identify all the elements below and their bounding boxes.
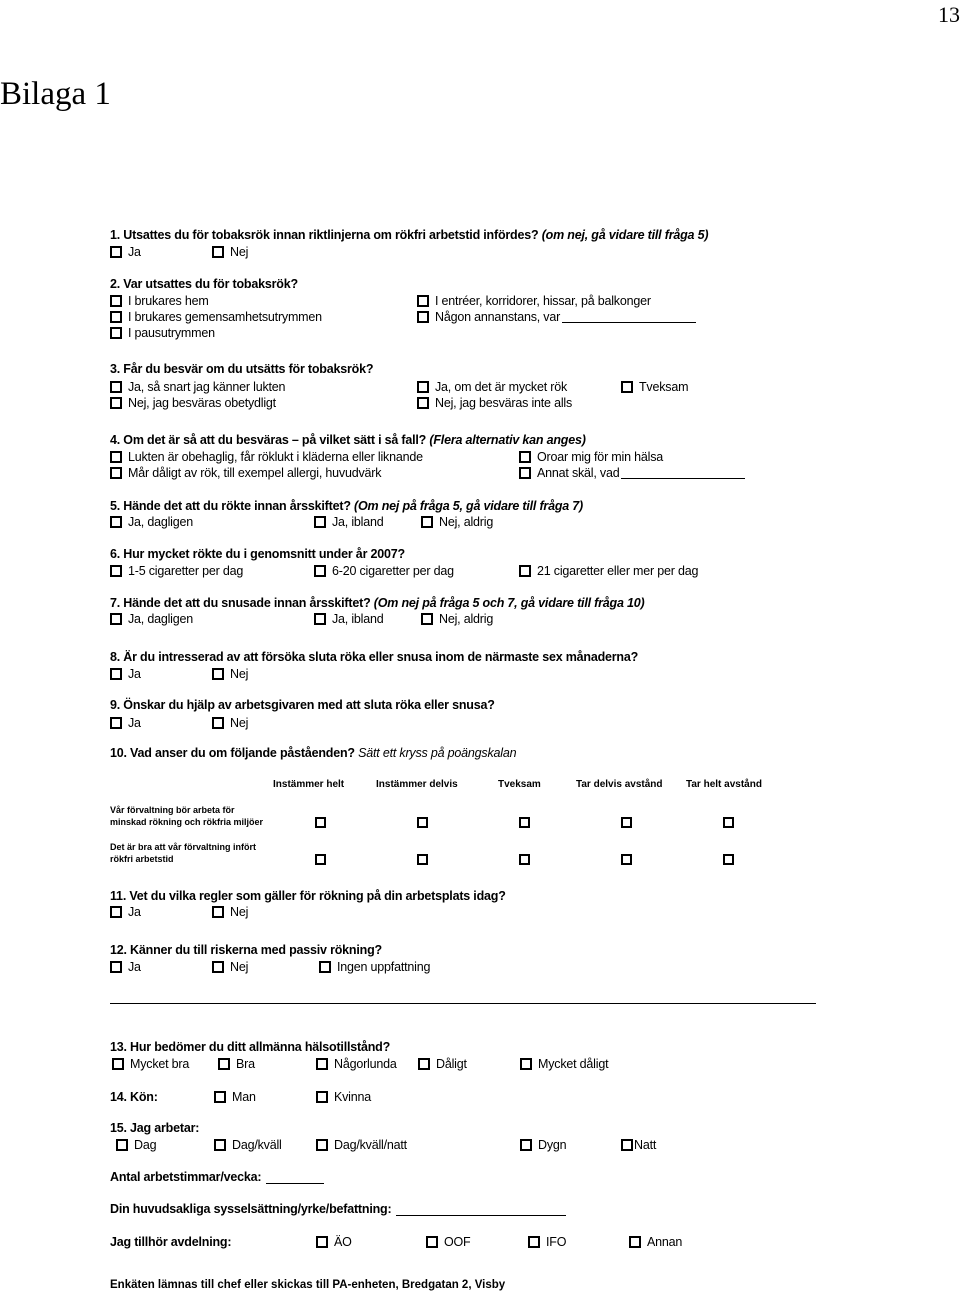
option-label: Mycket bra (130, 1057, 190, 1071)
checkbox-icon[interactable] (218, 1058, 230, 1070)
option-label: Dåligt (436, 1057, 467, 1071)
divider (110, 1003, 816, 1004)
write-in-line[interactable] (621, 467, 745, 479)
s1-checkbox-3[interactable] (519, 817, 530, 828)
option-label: Ja, dagligen (128, 612, 194, 626)
question-note: Sätt ett kryss på poängskalan (358, 746, 517, 760)
checkbox-icon[interactable] (520, 1058, 532, 1070)
checkbox-icon[interactable] (316, 1058, 328, 1070)
department-field (110, 1235, 231, 1249)
checkbox-icon[interactable] (110, 311, 122, 323)
q6-option-2[interactable] (314, 564, 454, 578)
question-note: (Om nej på fråga 5 och 7, gå vidare till fråga 10) (373, 596, 645, 610)
option-label: 21 cigaretter eller mer per dag (537, 564, 699, 578)
q2-option-4[interactable] (417, 294, 651, 308)
question-text: 11. Vet du vilka regler som gäller för rökning på din arbetsplats idag? (110, 889, 506, 903)
s2-checkbox-5[interactable] (723, 854, 734, 865)
q1-option-nej[interactable] (212, 245, 248, 259)
checkbox-icon[interactable] (417, 381, 429, 393)
q9-option-nej[interactable] (212, 716, 248, 730)
department-option-ifo[interactable] (528, 1235, 566, 1249)
checkbox-icon[interactable] (110, 516, 122, 528)
option-label: Annan (647, 1235, 683, 1249)
option-label: Nej, aldrig (439, 515, 494, 529)
question-4 (110, 433, 586, 447)
option-label: Natt (634, 1138, 657, 1152)
s2-checkbox-4[interactable] (621, 854, 632, 865)
q13-option-1[interactable] (112, 1057, 189, 1071)
checkbox-icon[interactable] (110, 717, 122, 729)
occupation-input-line[interactable] (396, 1204, 566, 1216)
option-label: Mycket dåligt (538, 1057, 609, 1071)
checkbox-icon[interactable] (110, 613, 122, 625)
statement-line: Det är bra att vår förvaltning infört (110, 842, 257, 852)
checkbox-icon[interactable] (110, 246, 122, 258)
q13-option-3[interactable] (316, 1057, 397, 1071)
hours-field (110, 1170, 324, 1184)
checkbox-icon[interactable] (528, 1236, 540, 1248)
question-text: 10. Vad anser du om följande påståenden? (110, 746, 355, 760)
q4-option-2[interactable] (110, 466, 381, 480)
q3-option-4[interactable] (417, 396, 572, 410)
option-label: Ja, dagligen (128, 515, 194, 529)
question-5 (110, 499, 583, 513)
q2-option-5[interactable] (417, 310, 696, 324)
option-label: Ja, så snart jag känner lukten (128, 380, 286, 394)
q2-option-2[interactable] (110, 310, 322, 324)
q7-option-1[interactable] (110, 612, 193, 626)
checkbox-icon[interactable] (314, 565, 326, 577)
option-label: I brukares hem (128, 294, 209, 308)
checkbox-icon[interactable] (421, 516, 433, 528)
option-label: Man (232, 1090, 256, 1104)
checkbox-icon[interactable] (314, 613, 326, 625)
option-label: Nej, jag besväras obetydligt (128, 396, 276, 410)
page-heading: Bilaga 1 (0, 76, 111, 112)
question-2 (110, 277, 298, 291)
checkbox-icon[interactable] (110, 327, 122, 339)
s1-checkbox-5[interactable] (723, 817, 734, 828)
statement-2 (110, 841, 256, 865)
question-text: 13. Hur bedömer du ditt allmänna hälsotillstånd? (110, 1040, 391, 1054)
checkbox-icon[interactable] (629, 1236, 641, 1248)
q3-option-5[interactable] (621, 380, 688, 394)
checkbox-icon[interactable] (110, 467, 122, 479)
footer-note: Enkäten lämnas till chef eller skickas till PA-enheten, Bredgatan 2, Visby (110, 1279, 506, 1291)
option-label: Dag/kväll/natt (334, 1138, 407, 1152)
q3-option-3[interactable] (417, 380, 567, 394)
q2-option-1[interactable] (110, 294, 209, 308)
option-label: Nej (230, 245, 249, 259)
question-text: 9. Önskar du hjälp av arbetsgivaren med att sluta röka eller snusa? (110, 698, 495, 712)
option-label: Ja (128, 667, 141, 681)
option-label: Nej, aldrig (439, 612, 494, 626)
q14-option-kvinna[interactable] (316, 1090, 371, 1104)
q5-option-3[interactable] (421, 515, 493, 529)
q13-option-2[interactable] (218, 1057, 255, 1071)
q3-option-1[interactable] (110, 380, 285, 394)
checkbox-icon[interactable] (316, 1236, 328, 1248)
option-label: Ja (128, 716, 141, 730)
question-text: 15. Jag arbetar: (110, 1121, 200, 1135)
hours-input-line[interactable] (266, 1172, 324, 1184)
scale-header-1: Instämmer helt (273, 779, 345, 790)
checkbox-icon[interactable] (110, 295, 122, 307)
q7-option-2[interactable] (314, 612, 384, 626)
question-text: 4. Om det är så att du besväras – på vilket sätt i så fall? (110, 433, 427, 447)
checkbox-icon[interactable] (621, 1139, 633, 1151)
checkbox-icon[interactable] (417, 397, 429, 409)
question-text: 2. Var utsattes du för tobaksrök? (110, 277, 298, 291)
checkbox-icon[interactable] (214, 1091, 226, 1103)
option-label: Ja (128, 905, 141, 919)
option-label: 1-5 cigaretter per dag (128, 564, 244, 578)
checkbox-icon[interactable] (316, 1091, 328, 1103)
option-label: I brukares gemensamhetsutrymmen (128, 310, 322, 324)
checkbox-icon[interactable] (520, 1139, 532, 1151)
question-13 (110, 1040, 390, 1054)
question-note: (Om nej på fråga 5, gå vidare till fråga 7) (354, 499, 584, 513)
option-label: Nej (230, 960, 249, 974)
statement-line: minskad rökning och rökfria miljöer (110, 817, 264, 827)
checkbox-icon[interactable] (116, 1139, 128, 1151)
option-label: Ja (128, 960, 141, 974)
q6-option-1[interactable] (110, 564, 243, 578)
question-11 (110, 889, 506, 903)
question-12 (110, 943, 382, 957)
field-label: Din huvudsakliga sysselsättning/yrke/befattning: (110, 1202, 392, 1216)
checkbox-icon[interactable] (621, 381, 633, 393)
checkbox-icon[interactable] (112, 1058, 124, 1070)
page-number: 13 (938, 2, 960, 27)
write-in-line[interactable] (562, 311, 696, 323)
question-7 (110, 596, 644, 610)
option-label: Oroar mig för min hälsa (537, 450, 663, 464)
s2-checkbox-2[interactable] (417, 854, 428, 865)
question-text: 12. Känner du till riskerna med passiv rökning? (110, 943, 382, 957)
q3-option-2[interactable] (110, 396, 276, 410)
option-label: Lukten är obehaglig, får röklukt i kläderna eller liknande (128, 450, 423, 464)
checkbox-icon[interactable] (519, 565, 531, 577)
option-label: Ja (128, 245, 141, 259)
q4-option-1[interactable] (110, 450, 423, 464)
q8-option-ja[interactable] (110, 667, 141, 681)
question-9 (110, 698, 495, 712)
question-text: 3. Får du besvär om du utsätts för tobaksrök? (110, 362, 374, 376)
question-15 (110, 1121, 199, 1135)
option-label: Nej (230, 667, 249, 681)
option-label: Bra (236, 1057, 255, 1071)
field-label: Antal arbetstimmar/vecka: (110, 1170, 262, 1184)
s2-checkbox-3[interactable] (519, 854, 530, 865)
q15-option-2[interactable] (214, 1138, 282, 1152)
checkbox-icon[interactable] (212, 246, 224, 258)
option-label: Nej, jag besväras inte alls (435, 396, 573, 410)
checkbox-icon[interactable] (110, 381, 122, 393)
checkbox-icon[interactable] (110, 961, 122, 973)
q4-option-4[interactable] (519, 466, 745, 480)
question-8 (110, 650, 638, 664)
option-label: Nej (230, 905, 249, 919)
option-label: IFO (546, 1235, 567, 1249)
option-label: Ja, ibland (332, 515, 384, 529)
question-1 (110, 228, 708, 242)
checkbox-icon[interactable] (519, 467, 531, 479)
q11-option-nej[interactable] (212, 905, 248, 919)
question-10 (110, 746, 516, 760)
question-text: 8. Är du intresserad av att försöka sluta röka eller snusa inom de närmaste sex månaderna? (110, 650, 639, 664)
q14-option-man[interactable] (214, 1090, 256, 1104)
q12-option-ja[interactable] (110, 960, 141, 974)
department-option-oof[interactable] (426, 1235, 470, 1249)
checkbox-icon[interactable] (314, 516, 326, 528)
option-label: Någon annanstans, var (435, 310, 561, 324)
s1-checkbox-2[interactable] (417, 817, 428, 828)
option-label: Nej (230, 716, 249, 730)
question-note: (Flera alternativ kan anges) (429, 433, 586, 447)
checkbox-icon[interactable] (418, 1058, 430, 1070)
occupation-field (110, 1202, 566, 1216)
field-label: Jag tillhör avdelning: (110, 1235, 232, 1249)
q13-option-5[interactable] (520, 1057, 608, 1071)
q15-option-3[interactable] (316, 1138, 407, 1152)
checkbox-icon[interactable] (110, 906, 122, 918)
option-label: Kvinna (334, 1090, 372, 1104)
department-option-ao[interactable] (316, 1235, 352, 1249)
q8-option-nej[interactable] (212, 667, 248, 681)
scale-header-5: Tar helt avstånd (686, 779, 762, 790)
question-note: (om nej, gå vidare till fråga 5) (541, 228, 709, 242)
option-label: ÄO (334, 1235, 352, 1249)
q9-option-ja[interactable] (110, 716, 141, 730)
option-label: Ja, om det är mycket rök (435, 380, 568, 394)
s1-checkbox-4[interactable] (621, 817, 632, 828)
option-label: Ja, ibland (332, 612, 384, 626)
q5-option-2[interactable] (314, 515, 384, 529)
option-label: Annat skäl, vad (537, 466, 620, 480)
option-label: I pausutrymmen (128, 326, 215, 340)
q12-option-nej[interactable] (212, 960, 248, 974)
option-label: 6-20 cigaretter per dag (332, 564, 454, 578)
s1-checkbox-1[interactable] (315, 817, 326, 828)
question-6 (110, 547, 405, 561)
q6-option-3[interactable] (519, 564, 698, 578)
q15-option-5[interactable] (621, 1138, 656, 1152)
q4-option-3[interactable] (519, 450, 663, 464)
checkbox-icon[interactable] (417, 295, 429, 307)
scale-header-2: Instämmer delvis (376, 779, 458, 790)
question-text: 14. Kön: (110, 1090, 158, 1104)
checkbox-icon[interactable] (316, 1139, 328, 1151)
q12-option-ingen[interactable] (319, 960, 430, 974)
statement-line: Vår förvaltning bör arbeta för (110, 805, 235, 815)
checkbox-icon[interactable] (212, 668, 224, 680)
checkbox-icon[interactable] (319, 961, 331, 973)
q13-option-4[interactable] (418, 1057, 467, 1071)
question-text: 6. Hur mycket rökte du i genomsnitt under år 2007? (110, 547, 405, 561)
checkbox-icon[interactable] (214, 1139, 226, 1151)
option-label: Tveksam (639, 380, 689, 394)
option-label: Dygn (538, 1138, 567, 1152)
q11-option-ja[interactable] (110, 905, 141, 919)
option-label: OOF (444, 1235, 471, 1249)
q7-option-3[interactable] (421, 612, 493, 626)
q15-option-4[interactable] (520, 1138, 566, 1152)
option-label: Ingen uppfattning (337, 960, 431, 974)
checkbox-icon[interactable] (110, 451, 122, 463)
checkbox-icon[interactable] (212, 717, 224, 729)
checkbox-icon[interactable] (212, 906, 224, 918)
option-label: I entréer, korridorer, hissar, på balkonger (435, 294, 651, 308)
option-label: Någorlunda (334, 1057, 397, 1071)
question-3 (110, 362, 373, 376)
scale-header-3: Tveksam (498, 779, 541, 790)
question-text: 7. Hände det att du snusade innan årsskiftet? (110, 596, 371, 610)
q5-option-1[interactable] (110, 515, 193, 529)
s2-checkbox-1[interactable] (315, 854, 326, 865)
statement-1 (110, 804, 263, 828)
q1-option-ja[interactable] (110, 245, 141, 259)
department-option-annan[interactable] (629, 1235, 682, 1249)
option-label: Dag (134, 1138, 157, 1152)
checkbox-icon[interactable] (417, 311, 429, 323)
question-text: 5. Hände det att du rökte innan årsskiftet? (110, 499, 351, 513)
question-14 (110, 1090, 158, 1104)
checkbox-icon[interactable] (110, 565, 122, 577)
q15-option-1[interactable] (116, 1138, 156, 1152)
scale-header-4: Tar delvis avstånd (576, 779, 663, 790)
option-label: Dag/kväll (232, 1138, 282, 1152)
checkbox-icon[interactable] (110, 668, 122, 680)
option-label: Mår dåligt av rök, till exempel allergi, huvudvärk (128, 466, 382, 480)
checkbox-icon[interactable] (212, 961, 224, 973)
checkbox-icon[interactable] (421, 613, 433, 625)
checkbox-icon[interactable] (110, 397, 122, 409)
checkbox-icon[interactable] (519, 451, 531, 463)
question-text: 1. Utsattes du för tobaksrök innan riktlinjerna om rökfri arbetstid infördes? (110, 228, 539, 242)
statement-line: rökfri arbetstid (110, 854, 174, 864)
checkbox-icon[interactable] (426, 1236, 438, 1248)
q2-option-3[interactable] (110, 326, 215, 340)
